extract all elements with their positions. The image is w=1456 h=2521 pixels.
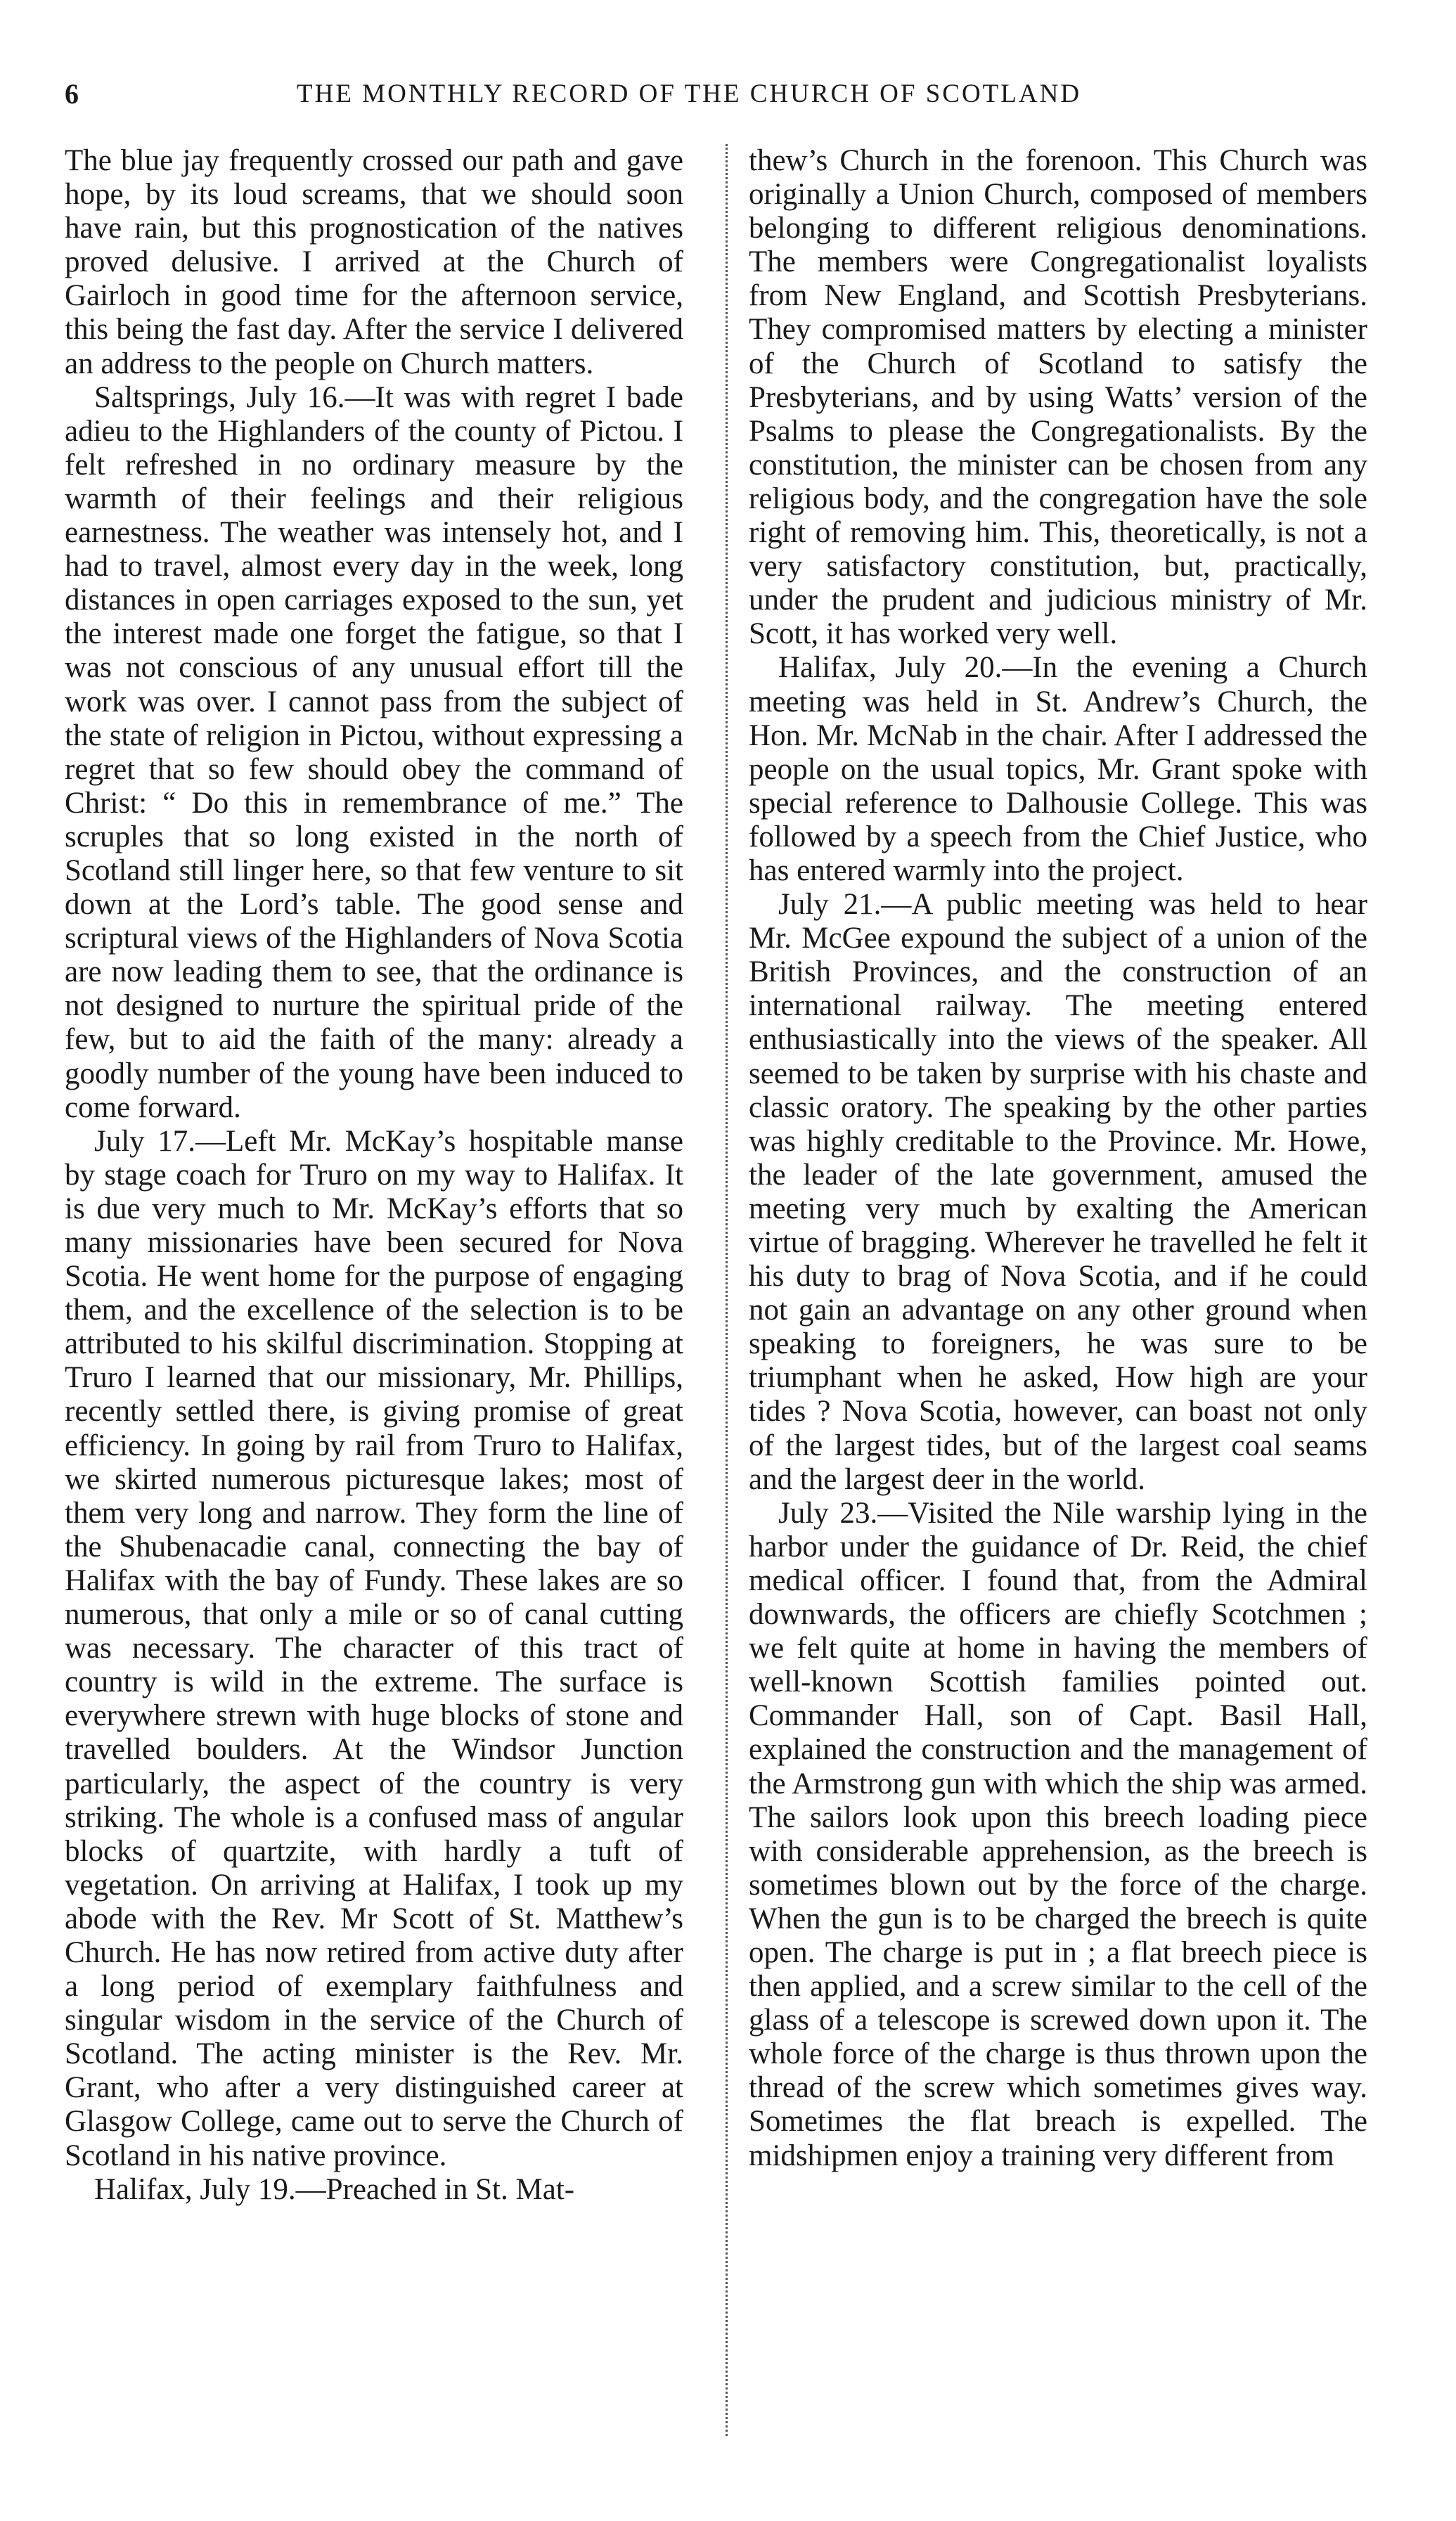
running-title: THE MONTHLY RECORD OF THE CHURCH OF SCOTLAND bbox=[297, 79, 1082, 108]
column-divider bbox=[726, 144, 728, 2436]
right-paragraph-2: Halifax, July 20.—In the evening a Church meeting was held in St. Andrew’s Church, the Hon. Mr. McNab in the chair. After I addressed the people on the usual topics, Mr. Grant spoke with special reference to Dalhousie College. This was followed by a speech from the Chief Justice, who has entered warmly into the project. bbox=[749, 651, 1367, 887]
left-paragraph-2: Saltsprings, July 16.—It was with regret I bade adieu to the Highlanders of the county of Pictou. I felt refreshed in no ordinary measure by the warmth of their feelings and their religious earnestness. The weather was intensely hot, and I had to travel, almost every day in the week, long distances in open carriages exposed to the sun, yet the interest made one forget the fatigue, so that I was not conscious of any unusual effort till the work was over. I cannot pass from the subject of the state of religion in Pictou, without expressing a regret that so few should obey the command of Christ: “ Do this in remembrance of me.” The scruples that so long existed in the north of Scotland still linger here, so that few venture to sit down at the Lord’s table. The good sense and scriptural views of the Highlanders of Nova Scotia are now leading them to see, that the ordinance is not designed to nurture the spiritual pride of the few, but to aid the faith of the many: already a goodly number of the young have been induced to come forward. bbox=[65, 380, 683, 1124]
right-paragraph-1: thew’s Church in the forenoon. This Church was originally a Union Church, composed of members belonging to different religious denominations. The members were Congregationalist loyalists from New England, and Scottish Presbyterians. They compromised matters by electing a minister of the Church of Scotland to satisfy the Presbyterians, and by using Watts’ version of the Psalms to please the Congregationalists. By the constitution, the minister can be chosen from any religious body, and the congregation have the sole right of removing him. This, theoretically, is not a very satisfactory constitution, but, practically, under the prudent and judicious ministry of Mr. Scott, it has worked very well. bbox=[749, 144, 1367, 651]
left-paragraph-4: Halifax, July 19.—Preached in St. Mat- bbox=[94, 2172, 575, 2206]
right-paragraph-4: July 23.—Visited the Nile warship lying in the harbor under the guidance of Dr. Reid, the chief medical officer. I found that, from the Admiral downwards, the officers are chiefly Scotchmen ; we felt quite at home in having the members of well-known Scottish families pointed out. Commander Hall, son of Capt. Basil Hall, explained the construction and the management of the Armstrong gun with which the ship was armed. The sailors look upon this breech loading piece with considerable apprehension, as the breech is sometimes blown out by the force of the charge. When the gun is to be charged the breech is quite open. The charge is put in ; a flat breech piece is then applied, and a screw similar to the cell of the glass of a telescope is screwed down upon it. The whole force of the charge is thus thrown upon the thread of the screw which sometimes gives way. Sometimes the flat breach is expelled. The midshipmen enjoy a training very different from bbox=[749, 1496, 1367, 2172]
left-paragraph-3: July 17.—Left Mr. McKay’s hospitable manse by stage coach for Truro on my way to Halifax. It is due very much to Mr. McKay’s efforts that so many missionaries have been secured for Nova Scotia. He went home for the purpose of engaging them, and the excellence of the selection is to be attributed to his skilful discrimination. Stopping at Truro I learned that our missionary, Mr. Phillips, recently settled there, is giving promise of great efficiency. In going by rail from Truro to Halifax, we skirted numerous picturesque lakes; most of them very long and narrow. They form the line of the Shubenacadie canal, connecting the bay of Halifax with the bay of Fundy. These lakes are so numerous, that only a mile or so of canal cutting was necessary. The character of this tract of country is wild in the extreme. The surface is everywhere strewn with huge blocks of stone and travelled boulders. At the Windsor Junction particularly, the aspect of the country is very striking. The whole is a confused mass of angular blocks of quartzite, with hardly a tuft of vegetation. On arriving at Halifax, I took up my abode with the Rev. Mr Scott of St. Matthew’s Church. He has now retired from active duty after a long period of exemplary faithfulness and singular wisdom in the service of the Church of Scotland. The acting minister is the Rev. Mr. Grant, who after a very distinguished career at Glasgow College, came out to serve the Church of Scotland in his native province. bbox=[65, 1124, 683, 2172]
left-column bbox=[65, 144, 683, 2436]
right-column bbox=[749, 144, 1367, 2436]
page-number: 6 bbox=[65, 78, 79, 110]
left-paragraph-1: The blue jay frequently crossed our path and gave hope, by its loud screams, that we should soon have rain, but this prognostication of the natives proved delusive. I arrived at the Church of Gairloch in good time for the afternoon service, this being the fast day. After the service I delivered an address to the people on Church matters. bbox=[65, 144, 683, 380]
right-paragraph-3: July 21.—A public meeting was held to hear Mr. McGee expound the subject of a union of the British Provinces, and the construction of an international railway. The meeting entered enthusiastically into the views of the speaker. All seemed to be taken by surprise with his chaste and classic oratory. The speaking by the other parties was highly creditable to the Province. Mr. Howe, the leader of the late government, amused the meeting very much by exalting the American virtue of bragging. Wherever he travelled he felt it his duty to brag of Nova Scotia, and if he could not gain an advantage on any other ground when speaking to foreigners, he was sure to be triumphant when he asked, How high are your tides ? Nova Scotia, however, can boast not only of the largest tides, but of the largest coal seams and the largest deer in the world. bbox=[749, 888, 1367, 1496]
page-header bbox=[65, 77, 1400, 120]
